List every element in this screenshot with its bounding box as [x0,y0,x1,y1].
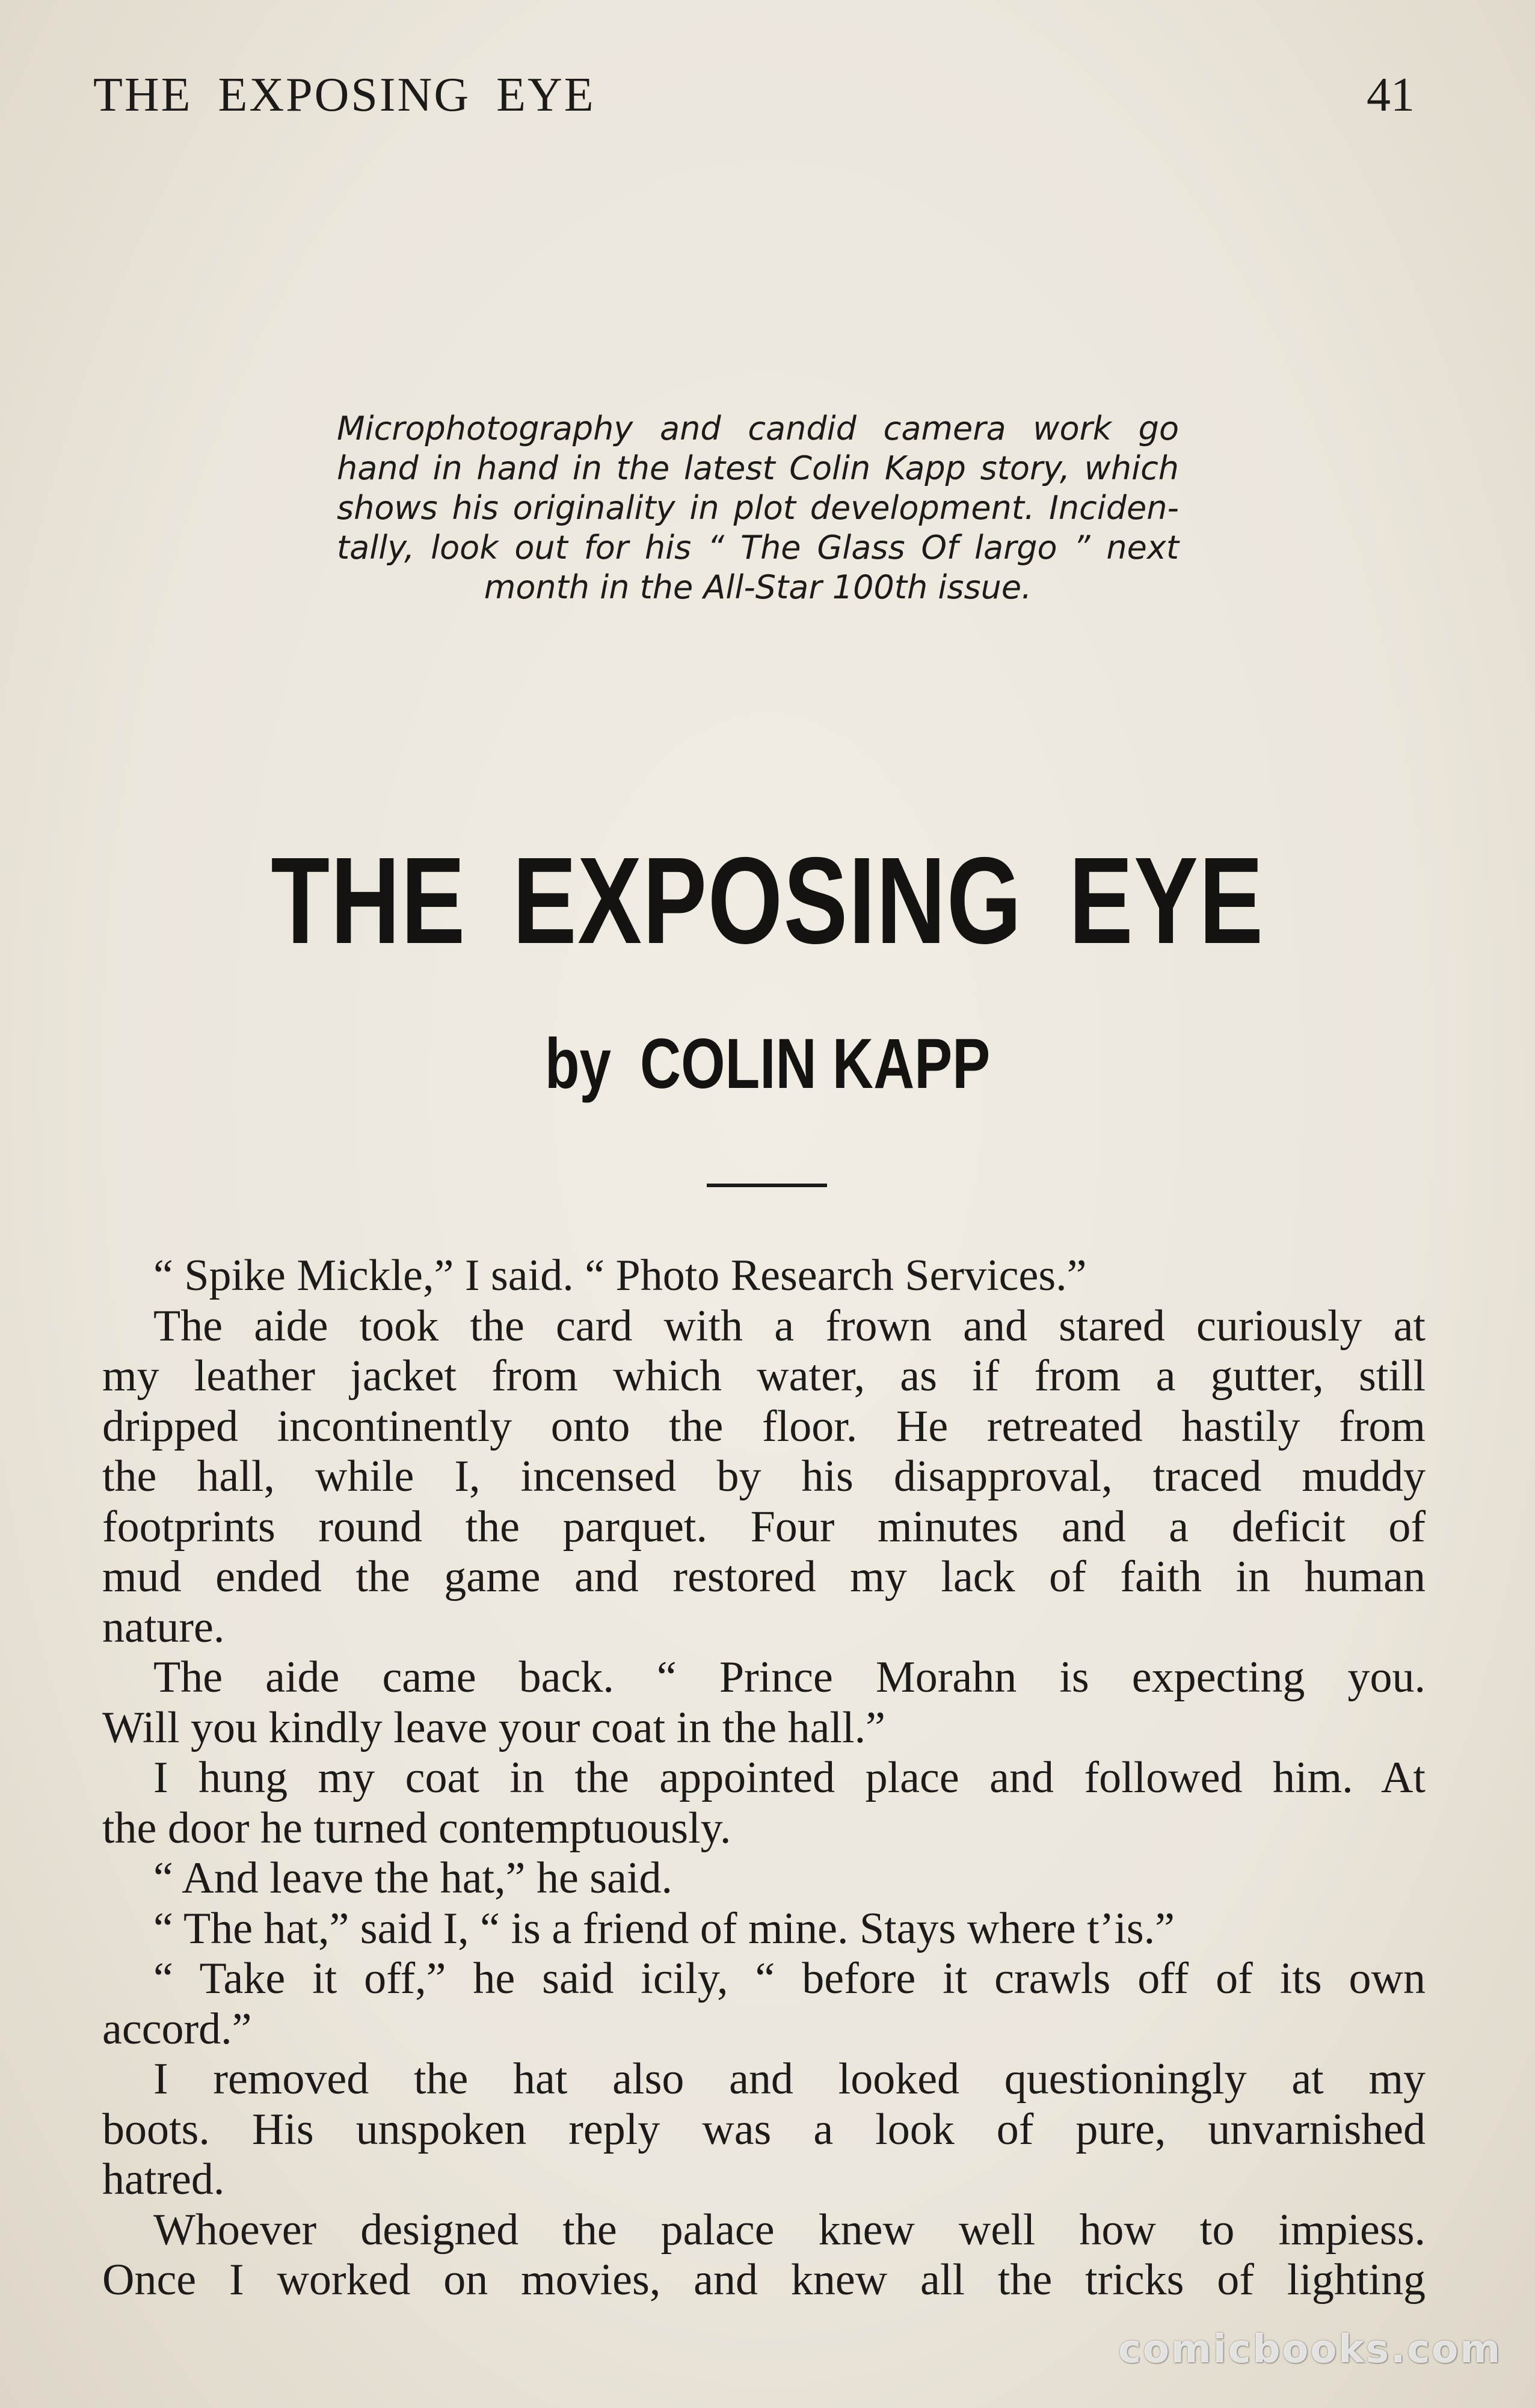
page-number: 41 [1367,69,1415,121]
body-line: “ Spike Mickle,” I said. “ Photo Research Services.” [153,1251,1087,1300]
blurb-line: month in the All-Star 100th issue. [484,568,1032,606]
body-line: The aide came back. “ Prince Morahn is expecting you. [153,1653,1426,1702]
title-divider-rule [707,1184,827,1187]
body-line: Once I worked on movies, and knew all the tricks of lighting [102,2255,1426,2305]
body-line: “ The hat,” said I, “ is a friend of mine. Stays where t’is.” [153,1903,1175,1953]
body-line: “ And leave the hat,” he said. [153,1854,672,1903]
body-line: Will you kindly leave your coat in the hall.” [102,1703,885,1752]
blurb-line: hand in hand in the latest Colin Kapp story, which [337,449,1179,487]
body-line: hatred. [102,2155,225,2204]
body-line: the hall, while I, incensed by his disapproval, traced muddy [102,1452,1426,1501]
editorial-blurb [337,409,1179,607]
body-line: accord.” [102,2004,252,2054]
body-line: the door he turned contemptuously. [102,1803,731,1853]
body-line: The aide took the card with a frown and stared curiously at [153,1301,1426,1351]
body-line: I hung my coat in the appointed place and followed him. At [153,1753,1426,1802]
byline [153,1024,1382,1104]
blurb-line: shows his originality in plot development. Inciden- [337,489,1179,527]
body-line: my leather jacket from which water, as if from a gutter, still [102,1351,1426,1401]
body-line: “ Take it off,” he said icily, “ before it crawls off of its own [153,1954,1426,2003]
blurb-line: tally, look out for his “ The Glass Of largo ” next [337,529,1179,567]
body-line: nature. [102,1602,225,1652]
author-name: COLIN KAPP [640,1024,991,1104]
body-line: I removed the hat also and looked questioningly at my [153,2054,1426,2104]
story-body [102,1251,1426,2306]
watermark: comicbooks.com [1118,2327,1502,2372]
running-header-title: THE EXPOSING EYE [93,69,595,121]
story-title: THE EXPOSING EYE [271,832,1264,969]
blurb-line: Microphotography and candid camera work go [337,410,1179,447]
body-line: dripped incontinently onto the floor. He retreated hastily from [102,1401,1426,1451]
byline-prefix: by [544,1024,611,1104]
body-line: boots. His unspoken reply was a look of pure, unvarnished [102,2104,1426,2154]
body-line: Whoever designed the palace knew well how to impiess. [153,2205,1426,2255]
body-line: footprints round the parquet. Four minutes and a deficit of [102,1502,1426,1552]
body-line: mud ended the game and restored my lack of faith in human [102,1552,1426,1602]
